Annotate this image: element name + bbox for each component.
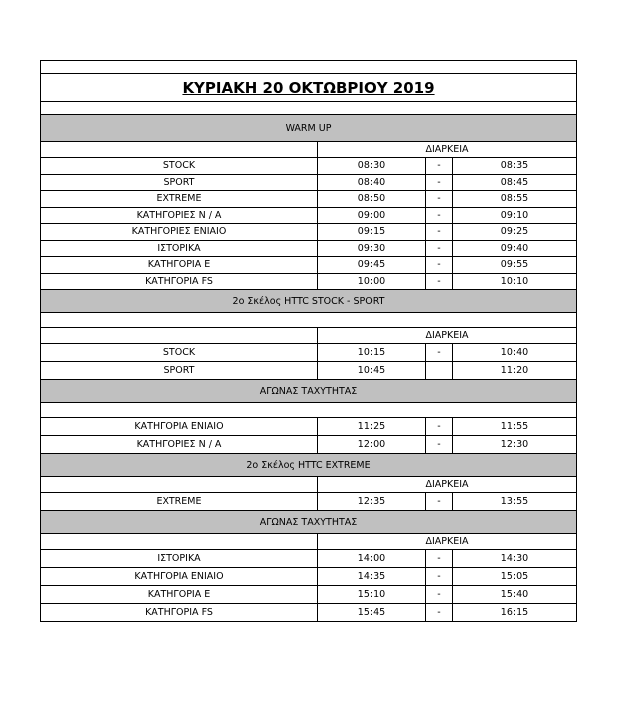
category-cell: ΙΣΤΟΡΙΚΑ [41, 550, 318, 568]
blank-row [41, 61, 577, 74]
schedule-table [40, 60, 577, 622]
category-cell: ΚΑΤΗΓΟΡΙΑ FS [41, 273, 318, 290]
section-header-warm-up [41, 115, 577, 142]
blank-row [41, 313, 577, 328]
dash: - [426, 568, 453, 586]
table-row [41, 207, 577, 224]
table-row [41, 240, 577, 257]
table-row [41, 493, 577, 511]
end-time: 13:55 [453, 493, 577, 511]
end-time: 16:15 [453, 604, 577, 622]
dash: - [426, 344, 453, 362]
section-header-stock-sport [41, 290, 577, 313]
table-row [41, 224, 577, 241]
start-time: 11:25 [318, 418, 426, 436]
table-row [41, 550, 577, 568]
start-time: 08:40 [318, 174, 426, 191]
section-heading: WARM UP [41, 115, 577, 142]
page-title: ΚΥΡΙΑΚΗ 20 ΟΚΤΩΒΡΙΟΥ 2019 [182, 78, 435, 97]
dash: - [426, 174, 453, 191]
table-row [41, 273, 577, 290]
table-row [41, 362, 577, 380]
duration-label: ΔΙΑΡΚΕΙΑ [318, 477, 577, 493]
start-time: 10:15 [318, 344, 426, 362]
duration-label: ΔΙΑΡΚΕΙΑ [318, 328, 577, 344]
end-time: 09:55 [453, 257, 577, 274]
duration-label: ΔΙΑΡΚΕΙΑ [318, 142, 577, 158]
duration-header-row [41, 142, 577, 158]
section-heading: 2ο Σκέλος HTTC STOCK - SPORT [41, 290, 577, 313]
dash: - [426, 550, 453, 568]
end-time: 09:25 [453, 224, 577, 241]
table-row [41, 344, 577, 362]
end-time: 09:10 [453, 207, 577, 224]
start-time: 14:35 [318, 568, 426, 586]
table-row [41, 174, 577, 191]
section-header-race-1 [41, 380, 577, 403]
table-row [41, 586, 577, 604]
start-time: 09:15 [318, 224, 426, 241]
table-row [41, 257, 577, 274]
duration-header-row [41, 534, 577, 550]
end-time: 08:55 [453, 191, 577, 208]
duration-header-row [41, 328, 577, 344]
dash: - [426, 207, 453, 224]
table-row [41, 418, 577, 436]
start-time: 12:35 [318, 493, 426, 511]
blank-row [41, 403, 577, 418]
category-cell: EXTREME [41, 493, 318, 511]
category-cell: STOCK [41, 344, 318, 362]
dash-empty [426, 362, 453, 380]
section-heading: 2ο Σκέλος HTTC EXTREME [41, 454, 577, 477]
category-cell: ΚΑΤΗΓΟΡΙΕΣ Ν / Α [41, 436, 318, 454]
end-time: 11:20 [453, 362, 577, 380]
category-cell: ΚΑΤΗΓΟΡΙΑ ΕΝΙΑΙΟ [41, 568, 318, 586]
dash: - [426, 586, 453, 604]
end-time: 10:10 [453, 273, 577, 290]
section-header-extreme [41, 454, 577, 477]
category-cell: ΚΑΤΗΓΟΡΙΑ Ε [41, 257, 318, 274]
duration-label: ΔΙΑΡΚΕΙΑ [318, 534, 577, 550]
category-cell: ΚΑΤΗΓΟΡΙΑ Ε [41, 586, 318, 604]
start-time: 08:30 [318, 158, 426, 175]
blank-row [41, 102, 577, 115]
dash: - [426, 273, 453, 290]
category-cell: ΚΑΤΗΓΟΡΙΑ FS [41, 604, 318, 622]
end-time: 09:40 [453, 240, 577, 257]
dash: - [426, 436, 453, 454]
table-row [41, 158, 577, 175]
end-time: 11:55 [453, 418, 577, 436]
table-row [41, 191, 577, 208]
end-time: 15:05 [453, 568, 577, 586]
end-time: 12:30 [453, 436, 577, 454]
start-time: 09:30 [318, 240, 426, 257]
end-time: 08:45 [453, 174, 577, 191]
category-cell: SPORT [41, 174, 318, 191]
dash: - [426, 240, 453, 257]
dash: - [426, 158, 453, 175]
category-cell: ΚΑΤΗΓΟΡΙΕΣ ΕΝΙΑΙΟ [41, 224, 318, 241]
dash: - [426, 257, 453, 274]
category-cell: STOCK [41, 158, 318, 175]
title-row [41, 74, 577, 102]
section-heading: ΑΓΩΝΑΣ ΤΑΧΥΤΗΤΑΣ [41, 380, 577, 403]
category-cell: EXTREME [41, 191, 318, 208]
duration-header-row [41, 477, 577, 493]
dash: - [426, 224, 453, 241]
start-time: 09:45 [318, 257, 426, 274]
end-time: 15:40 [453, 586, 577, 604]
start-time: 15:45 [318, 604, 426, 622]
section-header-race-2 [41, 511, 577, 534]
table-row [41, 436, 577, 454]
category-cell: ΚΑΤΗΓΟΡΙΑ ΕΝΙΑΙΟ [41, 418, 318, 436]
dash: - [426, 604, 453, 622]
dash: - [426, 418, 453, 436]
start-time: 09:00 [318, 207, 426, 224]
start-time: 14:00 [318, 550, 426, 568]
start-time: 10:00 [318, 273, 426, 290]
start-time: 12:00 [318, 436, 426, 454]
end-time: 08:35 [453, 158, 577, 175]
end-time: 14:30 [453, 550, 577, 568]
start-time: 15:10 [318, 586, 426, 604]
start-time: 08:50 [318, 191, 426, 208]
section-heading: ΑΓΩΝΑΣ ΤΑΧΥΤΗΤΑΣ [41, 511, 577, 534]
dash: - [426, 191, 453, 208]
start-time: 10:45 [318, 362, 426, 380]
end-time: 10:40 [453, 344, 577, 362]
table-row [41, 604, 577, 622]
table-row [41, 568, 577, 586]
category-cell: SPORT [41, 362, 318, 380]
dash: - [426, 493, 453, 511]
category-cell: ΙΣΤΟΡΙΚΑ [41, 240, 318, 257]
category-cell: ΚΑΤΗΓΟΡΙΕΣ Ν / Α [41, 207, 318, 224]
